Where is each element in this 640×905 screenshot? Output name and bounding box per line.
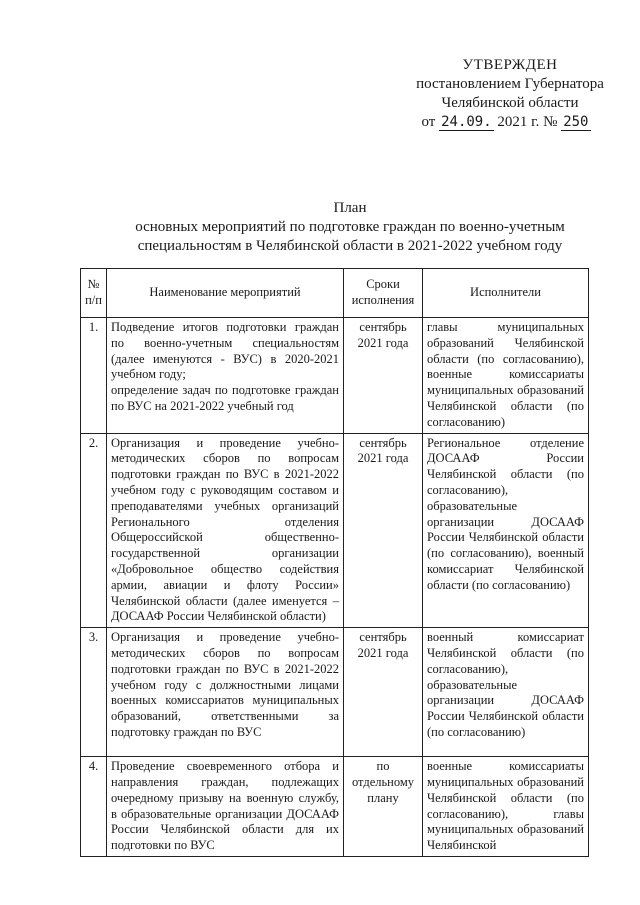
table-row	[81, 433, 589, 628]
approval-year-text: 2021 г. №	[497, 114, 558, 130]
row-exec: Региональное отделение ДОСААФ России Челябинской области (по согласованию), образовательные организации ДОСААФ России Челябинской области (по согласованию), военный комиссариат Челябинской области (по согласованию)	[423, 433, 589, 628]
approval-date-line	[402, 113, 610, 132]
row-exec: главы муниципальных образований Челябинской области (по согласованию), военные комиссариаты муниципальных образований Челябинской области (по согласованию)	[423, 318, 589, 434]
row-exec: военные комиссариаты муниципальных образований Челябинской области (по согласованию), главы муниципальных образований Челябинской	[423, 757, 589, 857]
plan-table	[80, 268, 589, 857]
row-term: сентябрь 2021 года	[344, 433, 423, 628]
row-num: 3.	[81, 628, 107, 757]
approval-number-value: 250	[563, 114, 589, 130]
table-row	[81, 628, 589, 757]
header-term: Сроки исполнения	[344, 269, 423, 318]
table-row	[81, 318, 589, 434]
row-num: 1.	[81, 318, 107, 434]
row-term: сентябрь 2021 года	[344, 318, 423, 434]
row-exec: военный комиссариат Челябинской области (по согласованию), образовательные организации ДОСААФ России Челябинской области (по согласованию)	[423, 628, 589, 757]
row-name-part-1: Подведение итогов подготовки граждан по военно-учетным специальностям (далее именуются - ВУС) в 2020-2021 учебном году;	[111, 320, 339, 382]
header-name: Наименование мероприятий	[107, 269, 344, 318]
row-term: по отдельному плану	[344, 757, 423, 857]
approval-line-resolution: постановлением Губернатора	[416, 76, 604, 92]
approval-heading: УТВЕРЖДЕН	[462, 57, 558, 73]
approval-stamp	[410, 56, 610, 132]
approval-date-prefix: от	[421, 114, 436, 130]
document-title	[60, 199, 640, 256]
title-line-1: План	[333, 200, 367, 216]
row-name: Организация и проведение учебно-методических сборов по вопросам подготовки граждан по ВУС в 2021-2022 учебном году с должностными лицами военных комиссариатов муниципальных образований, ответственными за подготовку граждан по ВУС	[107, 628, 344, 757]
row-name: Организация и проведение учебно-методических сборов по вопросам подготовки граждан по ВУС в 2021-2022 учебном году с руководящим составом и преподавателями учебных организаций Регионального отделения Общероссийской общественно-государственной организации «Добровольное общество содействия армии, авиации и флоту России» Челябинской области (далее именуется – ДОСААФ России Челябинской области)	[107, 433, 344, 628]
row-name	[107, 318, 344, 434]
title-line-3: специальностям в Челябинской области в 2021-2022 учебном году	[137, 238, 563, 254]
header-exec: Исполнители	[423, 269, 589, 318]
header-num: № п/п	[81, 269, 107, 318]
approval-date-value: 24.09.	[441, 114, 492, 130]
table-row	[81, 757, 589, 857]
table-header-row	[81, 269, 589, 318]
approval-line-region: Челябинской области	[441, 95, 579, 111]
title-line-2: основных мероприятий по подготовке граждан по военно-учетным	[135, 219, 565, 235]
row-name: Проведение своевременного отбора и направления граждан, подлежащих очередному призыву на военную службу, в образовательные организации ДОСААФ России Челябинской области для их подготовки по ВУС	[107, 757, 344, 857]
row-num: 4.	[81, 757, 107, 857]
row-num: 2.	[81, 433, 107, 628]
row-term: сентябрь 2021 года	[344, 628, 423, 757]
row-name-part-2: определение задач по подготовке граждан по ВУС на 2021-2022 учебный год	[111, 383, 339, 413]
